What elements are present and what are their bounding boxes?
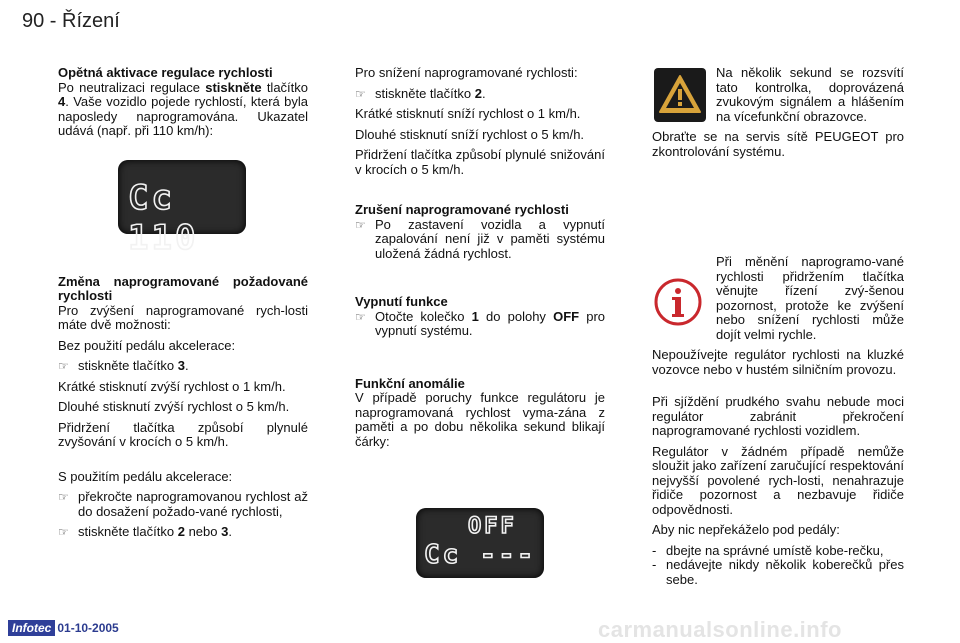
fault-display	[416, 508, 544, 578]
hand-pointer-icon: ☞	[355, 217, 366, 232]
pedal-intro: Aby nic nepřekáželo pod pedály:	[652, 522, 840, 537]
list-item: ☞ stiskněte tlačítko 2.	[355, 85, 486, 101]
footer-date: 01-10-2005	[57, 621, 119, 635]
warning-text: Na několik sekund se rozsvítí tato kontrolka, doprovázená zvukovým signálem a hlášením na vícefunkční obrazovce.	[716, 65, 904, 124]
change-intro: Pro zvýšení naprogramované rych-losti máte dvě možnosti:	[58, 302, 308, 332]
service-text: Obraťte se na servis sítě PEUGEOT pro zkontrolování systému.	[652, 129, 904, 159]
column-2	[355, 66, 605, 455]
list-item: - nedávejte nikdy několik koberečků přes sebe.	[652, 557, 904, 587]
speed-display	[118, 160, 246, 258]
hand-pointer-icon: ☞	[355, 86, 366, 101]
list-item: ☞ stiskněte tlačítko 3.	[58, 358, 189, 373]
short-press-decrease: Krátké stisknutí sníží rychlost o 1 km/h.	[355, 106, 581, 121]
column-1	[58, 66, 308, 546]
cancel-heading: Zrušení naprogramované rychlosti	[355, 202, 569, 217]
fault-display-off: OFF	[468, 514, 517, 539]
hand-pointer-icon: ☞	[58, 490, 69, 504]
hold-press-increase: Přidržení tlačítka způsobí plynulé zvyšování v krocích o 5 km/h.	[58, 419, 308, 449]
fault-display-dashes: Cc ---	[424, 540, 536, 570]
long-press-increase: Dlouhé stisknutí zvýší rychlost o 5 km/h.	[58, 399, 290, 414]
without-pedal: Bez použití pedálu akcelerace:	[58, 337, 236, 353]
list-item: ☞ překročte naprogramovanou rychlost až do dosažení požado-vané rychlosti,	[58, 489, 308, 519]
not-guarantee-text: Regulátor v žádném případě nemůže sloužit jako zařízení zaručující respektování nejvyšší povolené rych-losti, nenahrazuje řidiče pozornost a nezbavuje řidiče odpovědnosti.	[652, 443, 904, 517]
footer	[8, 620, 119, 636]
change-heading: Změna naprogramované požadované rychlosti	[58, 273, 308, 303]
list-item: ☞ Po zastavení vozidla a vypnutí zapalování není již v paměti systému uložená žádná rychlost.	[355, 216, 605, 261]
info-text: Při měnění naprogramo-vané rychlosti přidržením tlačítka věnujte řízení zvý-šenou pozornost, protože ke zvýšení nebo snížení rychlosti může dojít velmi rychle.	[716, 254, 904, 342]
short-press-increase: Krátké stisknutí zvýší rychlost o 1 km/h.	[58, 378, 286, 394]
hand-pointer-icon: ☞	[58, 359, 69, 373]
list-item: ☞ stiskněte tlačítko 2 nebo 3.	[58, 524, 232, 539]
fault-text: V případě poruchy funkce regulátoru je naprogramovaná rychlost vyma-zána z paměti a po dobu několika sekund blikají čárky:	[355, 390, 605, 449]
long-press-decrease: Dlouhé stisknutí sníží rychlost o 5 km/h.	[355, 126, 585, 142]
fault-heading: Funkční anomálie	[355, 375, 465, 391]
off-heading: Vypnutí funkce	[355, 294, 448, 309]
hold-press-decrease: Přidržení tlačítka způsobí plynulé snižování v krocích o 5 km/h.	[355, 147, 605, 177]
list-item: - dbejte na správné umístě kobe-rečku,	[652, 542, 884, 558]
slippery-text: Nepoužívejte regulátor rychlosti na kluzké vozovce nebo v hustém silničním provozu.	[652, 347, 904, 377]
downhill-text: Při sjíždění prudkého svahu nebude moci regulátor zabránit překročení naprogramované rychlosti vozidlem.	[652, 394, 904, 438]
decrease-intro: Pro snížení naprogramované rychlosti:	[355, 65, 578, 80]
list-item: ☞ Otočte kolečko 1 do polohy OFF pro vypnutí systému.	[355, 308, 606, 338]
reactivation-heading: Opětná aktivace regulace rychlosti	[58, 65, 273, 80]
hand-pointer-icon: ☞	[355, 309, 366, 324]
watermark: carmanualsonline.info	[598, 617, 842, 642]
infotec-logo: Infotec	[8, 620, 55, 636]
column-3	[652, 66, 904, 587]
page-title: 90 - Řízení	[22, 10, 120, 32]
hand-pointer-icon: ☞	[58, 525, 69, 539]
with-pedal: S použitím pedálu akcelerace:	[58, 468, 233, 484]
reactivation-text: Po neutralizaci regulace stiskněte tlačítko 4. Vaše vozidlo pojede rychlostí, která byla naposledy naprogramována. Ukazatel udává (např. při 110 km/h):	[58, 79, 309, 138]
speed-display-text: Cc 110	[128, 178, 199, 258]
